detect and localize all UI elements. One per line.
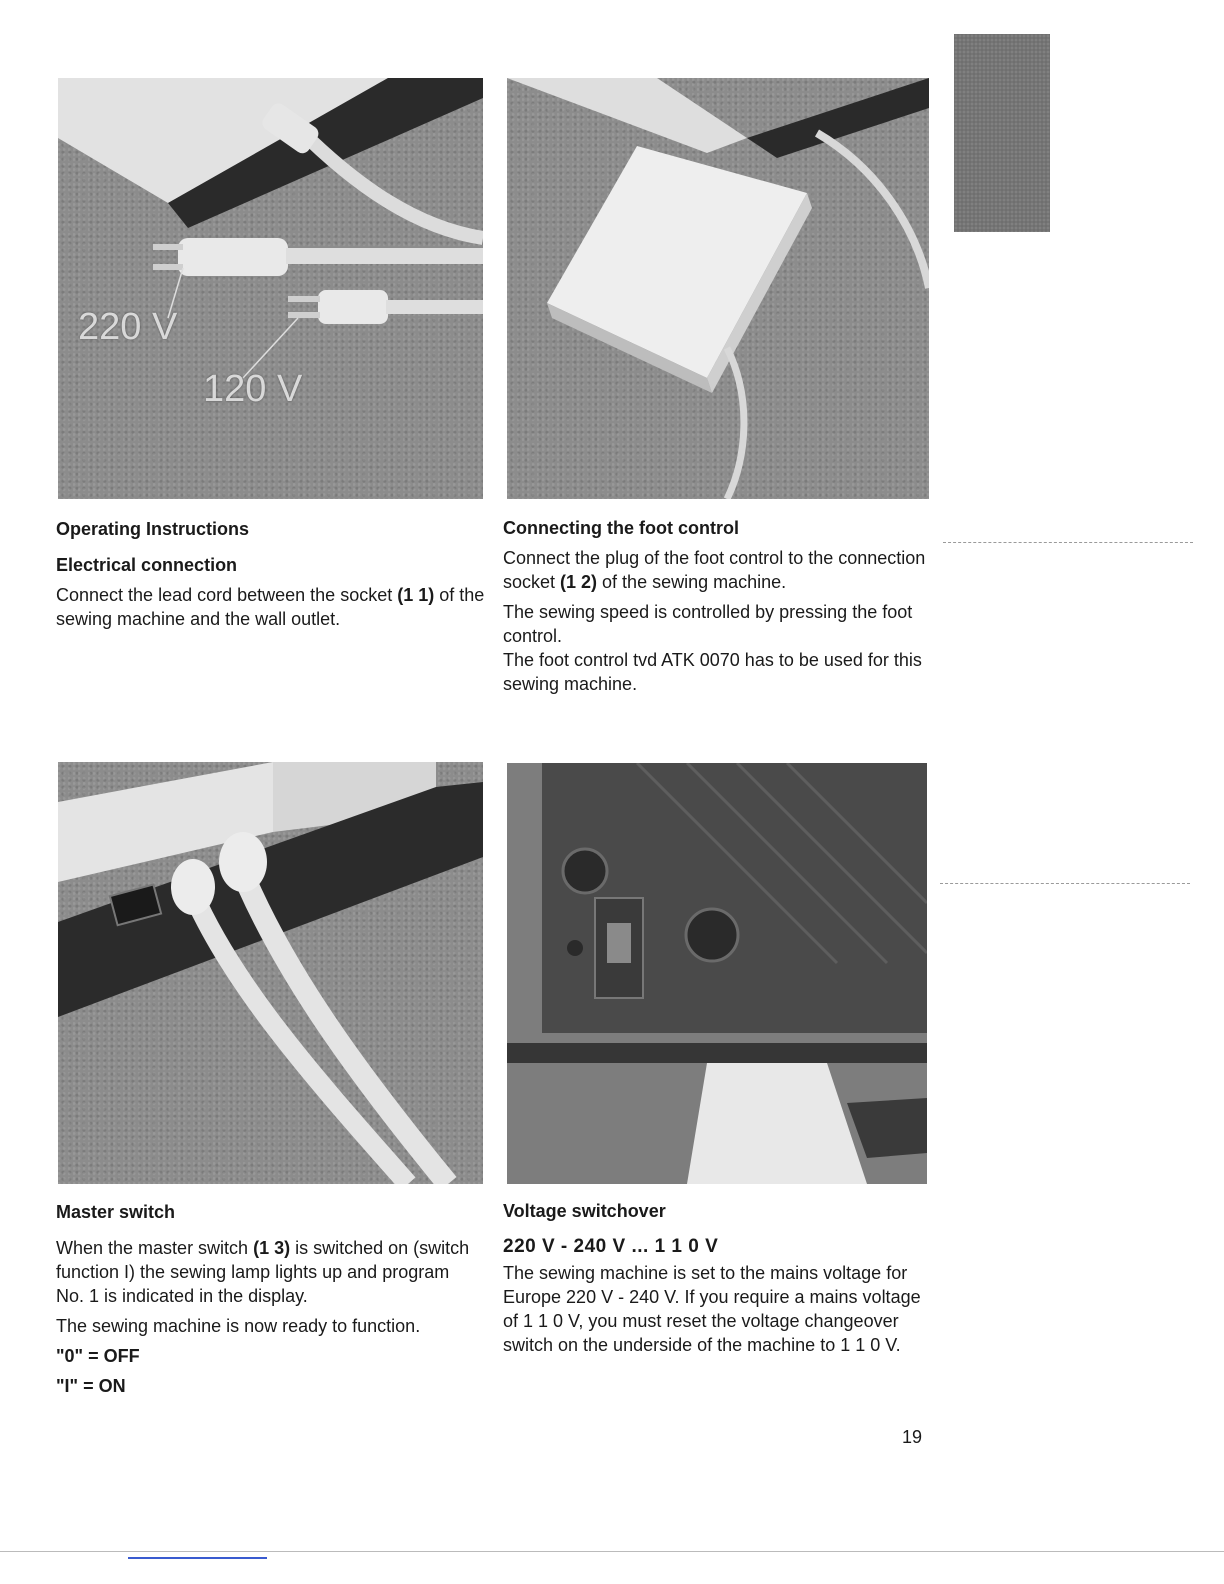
margin-rule <box>940 883 1190 884</box>
label-220v: 220 V <box>78 306 178 348</box>
text-fragment: Connect the plug of the foot control to the connection socket <box>503 548 926 592</box>
text-fragment: Connect the lead cord between the socket <box>56 585 398 605</box>
text-fragment: of the sewing machine. <box>597 572 787 592</box>
paragraph-electrical-connection <box>56 583 486 631</box>
switch-off-label: "0" = OFF <box>56 1346 140 1366</box>
voltage-switch-illustration <box>507 763 927 1184</box>
section-foot-control <box>503 516 928 702</box>
section-electrical-connection <box>56 517 486 637</box>
margin-rule <box>943 542 1193 543</box>
section-tab-marker <box>954 34 1050 232</box>
socket-reference: (1 1) <box>397 585 435 605</box>
heading-voltage-switchover: Voltage switchover <box>503 1201 666 1221</box>
text-fragment: When the master switch <box>56 1238 254 1258</box>
heading-connecting-foot-control: Connecting the foot control <box>503 518 739 538</box>
photo-master-switch <box>58 762 483 1184</box>
socket-reference: (1 2) <box>560 572 598 592</box>
heading-electrical-connection: Electrical connection <box>56 555 238 575</box>
bottom-rule <box>0 1551 1224 1552</box>
plug-illustration <box>58 78 483 499</box>
master-switch-illustration <box>58 762 483 1184</box>
paragraph-foot-control-model: The foot control tvd ATK 0070 has to be used for this sewing machine. <box>503 650 922 694</box>
paragraph-voltage-switchover: The sewing machine is set to the mains voltage for Europe 220 V - 240 V. If you require a mains voltage of 1 1 0 V, you must reset the voltage changeover switch on the underside of the machine to 1 1 0 V. <box>503 1263 921 1355</box>
section-master-switch <box>56 1200 476 1404</box>
paragraph-sewing-speed: The sewing speed is controlled by pressing the foot control. <box>503 602 913 646</box>
photo-voltage-switchover <box>507 763 927 1184</box>
photo-electrical-connection <box>58 78 483 499</box>
switch-on-label: "I" = ON <box>56 1376 126 1396</box>
text-fragment: of the sewing machine and the wall outlet. <box>56 585 485 629</box>
foot-control-illustration <box>507 78 929 499</box>
paragraph-master-switch <box>56 1236 476 1308</box>
voltage-range-heading: 220 V - 240 V ... 1 1 0 V <box>503 1236 719 1257</box>
photo-foot-control <box>507 78 929 499</box>
heading-master-switch: Master switch <box>56 1202 176 1222</box>
switch-reference: (1 3) <box>253 1238 291 1258</box>
heading-operating-instructions: Operating Instructions <box>56 519 250 539</box>
page-number: 19 <box>902 1427 923 1447</box>
label-120v: 120 V <box>203 368 303 410</box>
text-fragment: is switched on (switch function I) the sewing lamp lights up and program No. 1 is indicated in the display. <box>56 1238 470 1306</box>
section-voltage-switchover <box>503 1199 928 1363</box>
paragraph-foot-control-socket <box>503 546 928 594</box>
bottom-link-underline <box>128 1557 267 1559</box>
paragraph-ready: The sewing machine is now ready to function. <box>56 1316 421 1336</box>
